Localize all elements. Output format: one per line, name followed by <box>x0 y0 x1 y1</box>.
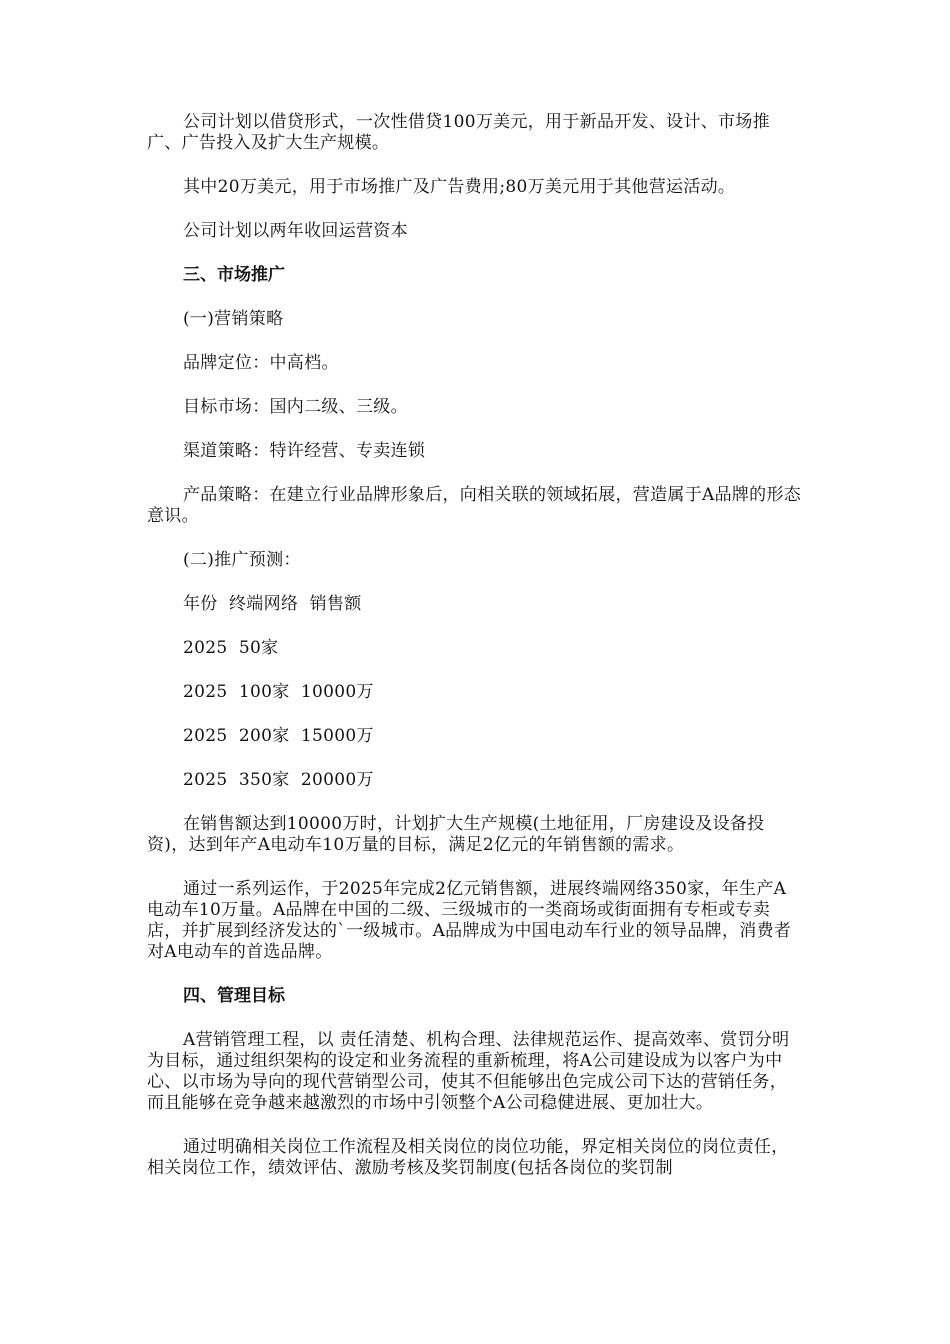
forecast-row: 2025 50家 <box>183 638 279 658</box>
forecast-row: 2025 100家 10000万 <box>183 682 374 702</box>
paragraph-management-project: A营销管理工程，以 责任清楚、机构合理、法律规范运作、提高效率、赏罚分明为目标，通过组织架构的设定和业务流程的重新梳理，将A公司建设成为以客户为中心、以市场为导向的现代营销型公司，使其不但能够出色完成公司下达的营销任务，而且能够在竞争越来越激烈的市场中引领整个A公司稳健进展、更加壮大。 <box>147 1030 790 1113</box>
paragraph-fund-allocation: 其中20万美元，用于市场推广及广告费用;80万美元用于其他营运活动。 <box>183 177 736 197</box>
paragraph-target-market: 目标市场：国内二级、三级。 <box>183 397 408 417</box>
paragraph-capital-recovery: 公司计划以两年收回运营资本 <box>183 221 408 241</box>
forecast-row: 2025 350家 20000万 <box>183 770 374 790</box>
forecast-table-header: 年份 终端网络 销售额 <box>183 594 362 614</box>
paragraph-loan-plan: 公司计划以借贷形式，一次性借贷100万美元，用于新品开发、设计、市场推广、广告投入及扩大生产规模。 <box>147 112 770 153</box>
forecast-row: 2025 200家 15000万 <box>183 726 374 746</box>
paragraph-product-strategy: 产品策略：在建立行业品牌形象后，向相关联的领域拓展，营造属于A品牌的形态意识。 <box>147 485 802 526</box>
paragraph-workflow: 通过明确相关岗位工作流程及相关岗位的岗位功能，界定相关岗位的岗位责任，相关岗位工作，绩效评估、激励考核及奖罚制度(包括各岗位的奖罚制 <box>147 1137 789 1178</box>
document-page <box>147 112 803 1202</box>
paragraph-expand-production: 在销售额达到10000万时，计划扩大生产规模(土地征用，厂房建设及设备投资)，达到年产A电动车10万量的目标，满足2亿元的年销售额的需求。 <box>147 814 765 855</box>
paragraph-brand-positioning: 品牌定位：中高档。 <box>183 353 339 373</box>
heading-market-promotion: 三、市场推广 <box>183 265 285 285</box>
heading-management-goals: 四、管理目标 <box>183 986 285 1006</box>
paragraph-channel-strategy: 渠道策略：特许经营、专卖连锁 <box>183 441 426 461</box>
paragraph-sales-goal: 通过一系列运作，于2025年完成2亿元销售额，进展终端网络350家，年生产A电动车10万量。A品牌在中国的二级、三级城市的一类商场或街面拥有专柜或专卖店，并扩展到经济发达的`一级城市。A品牌成为中国电动车行业的领导品牌，消费者对A电动车的首选品牌。 <box>147 879 792 962</box>
subheading-marketing-strategy: (一)营销策略 <box>183 309 284 329</box>
subheading-promotion-forecast: (二)推广预测： <box>183 550 301 570</box>
